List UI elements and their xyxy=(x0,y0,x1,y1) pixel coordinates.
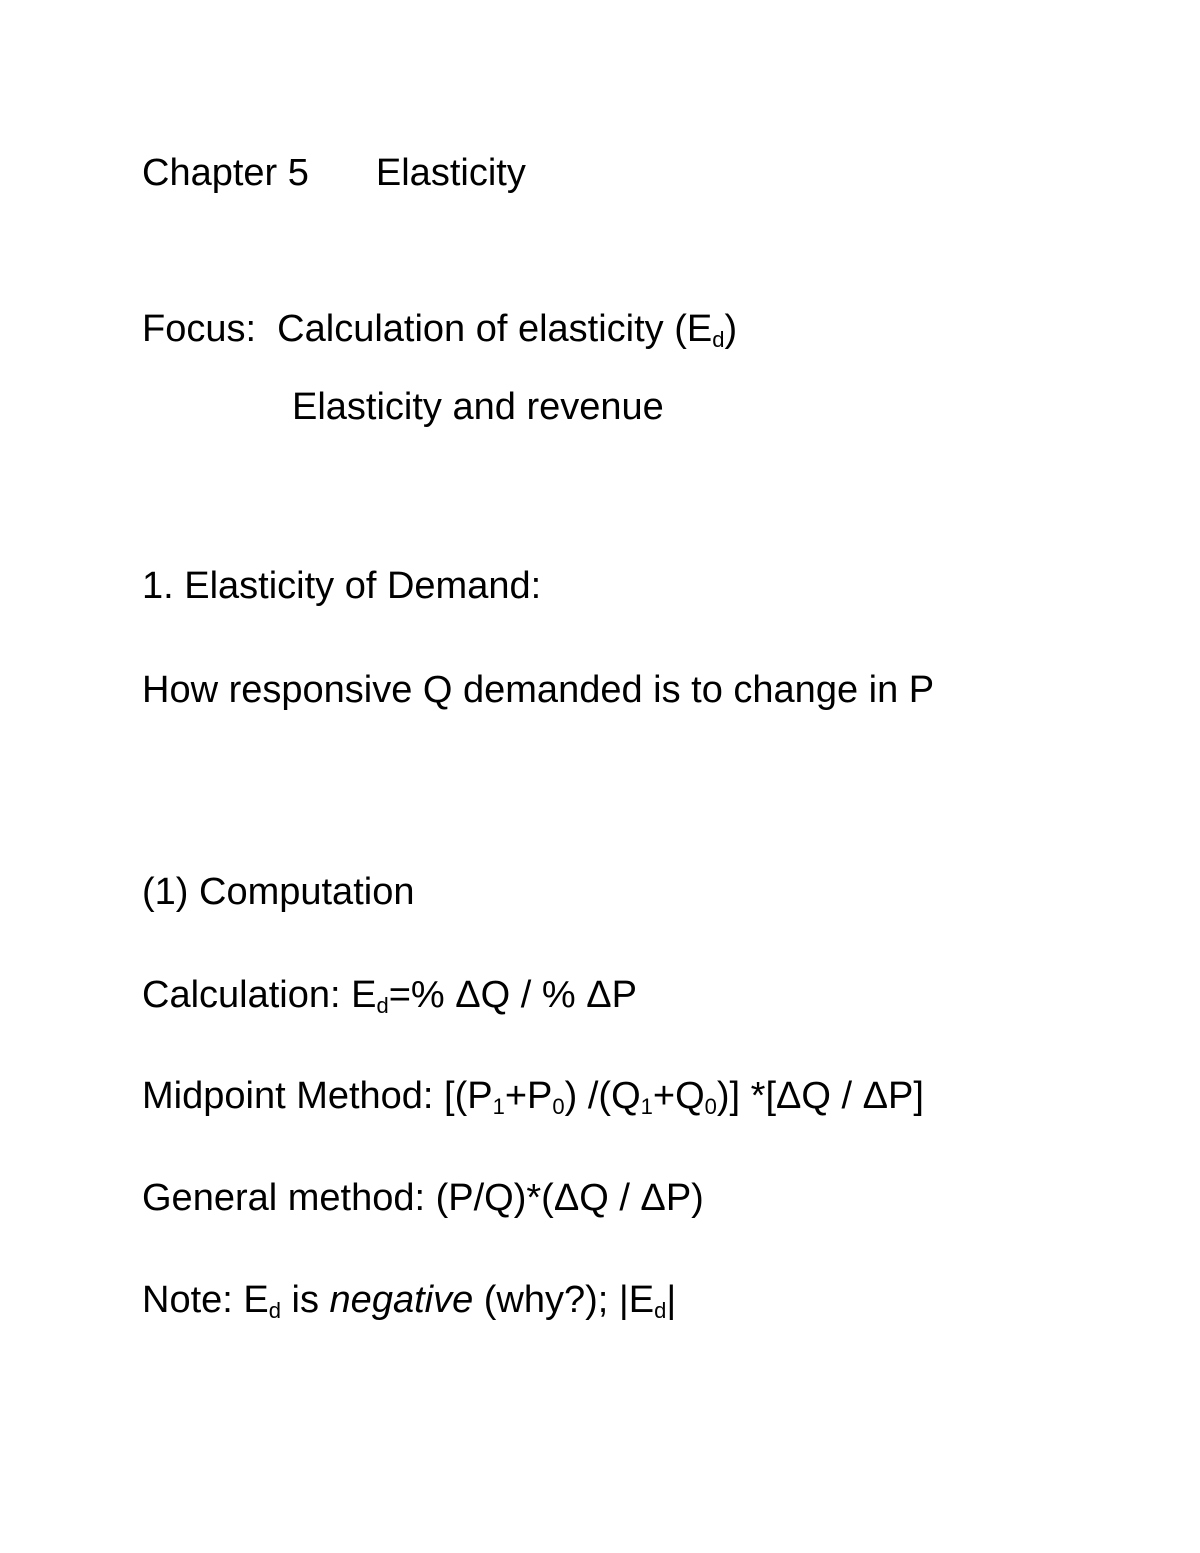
focus-label: Focus: xyxy=(142,308,257,350)
computation-title: (1) Computation xyxy=(142,871,415,913)
calculation-formula: Calculation: $E_d=\%$ ΔQ / % ΔP xyxy=(142,974,637,1018)
chapter-number: Chapter 5 xyxy=(142,152,309,194)
general-formula: General method: (P/Q)*(ΔQ / ΔP) xyxy=(142,1177,704,1219)
focus-item-2: Elasticity and revenue xyxy=(292,386,664,428)
focus-item-1: Calculation of elasticity $(E_d)$ xyxy=(277,308,738,352)
chapter-topic: Elasticity xyxy=(375,152,526,194)
note-line: Note: $E_d$ is negative (why?); $|E_d|$ xyxy=(142,1279,677,1323)
chapter-heading xyxy=(142,154,526,192)
section-definition: How responsive Q demanded is to change in P xyxy=(142,669,935,711)
emphasis-negative: negative xyxy=(329,1279,474,1321)
focus-line-1 xyxy=(142,308,738,352)
midpoint-formula: Midpoint Method: [$(P_1+P_0)$ $/(Q_1+Q_0)$] *[ΔQ / ΔP] xyxy=(142,1075,924,1119)
section-title: 1. Elasticity of Demand: xyxy=(142,565,542,607)
